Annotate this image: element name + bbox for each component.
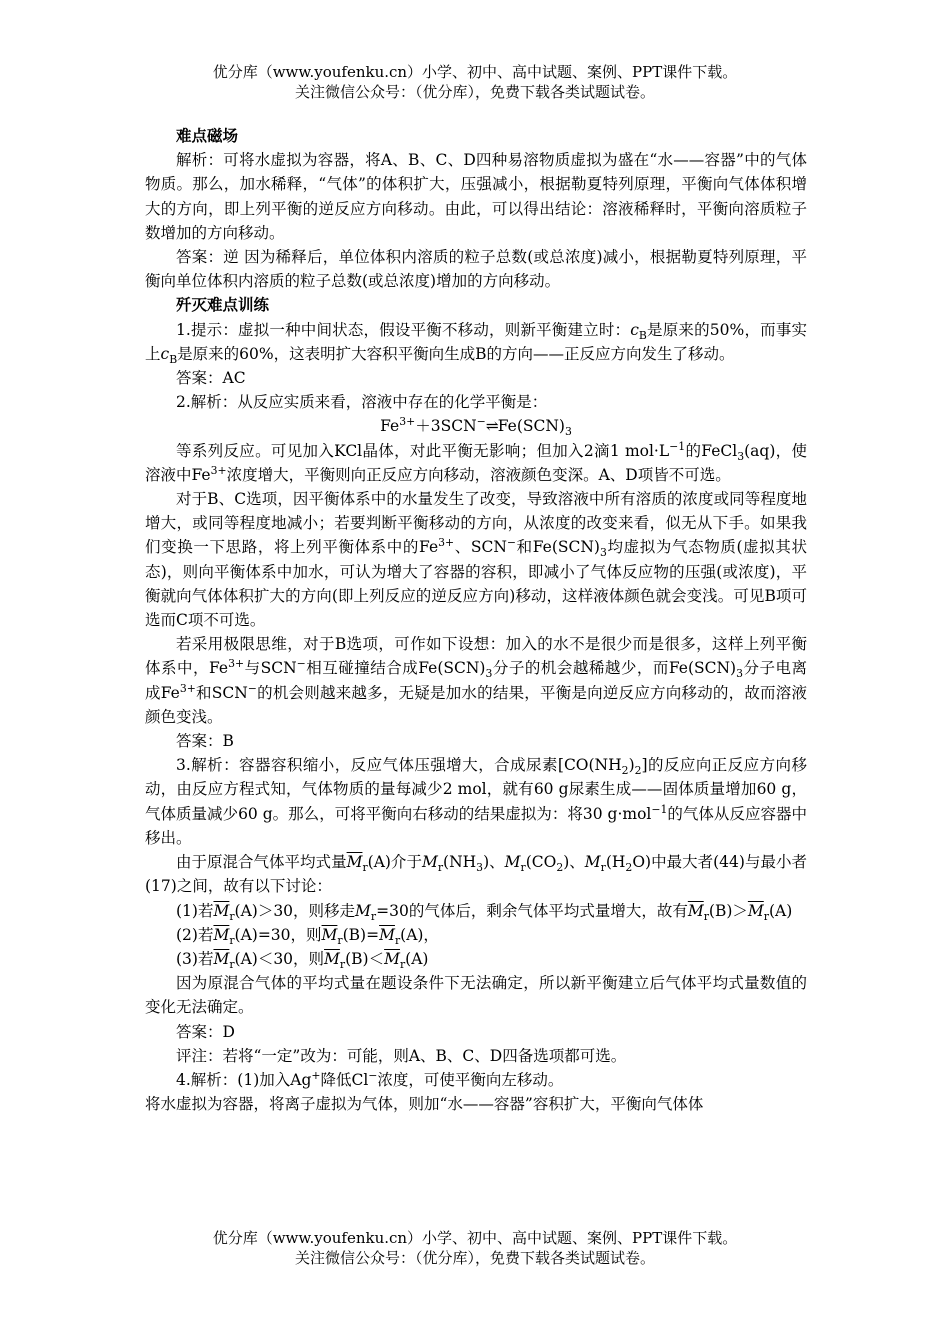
answer-q1: 答案：AC <box>176 369 246 388</box>
text-run: 分子电离成Fe <box>145 659 807 702</box>
subscript: r <box>399 958 406 971</box>
subscript: r <box>437 861 444 875</box>
text-run: 浓度增大，平衡则向正反应方向移动，溶液颜色变深。A、D项皆不可选。 <box>226 465 731 484</box>
text-run: (A)＜30，则 <box>234 949 325 968</box>
subscript: r <box>337 933 343 947</box>
paragraph-q4-cont: 将水虚拟为容器，将离子虚拟为气体，则加“水——容器”容积扩大，平衡向气体体 <box>145 1095 704 1114</box>
text-run: 1.提示：虚拟一种中间状态，假设平衡不移动，则新平衡建立时： <box>176 320 631 339</box>
subscript: r <box>362 861 368 875</box>
page-header <box>0 62 950 102</box>
page-footer <box>0 1228 950 1268</box>
subscript: 3 <box>476 861 484 875</box>
text-run: 相互碰撞结合成Fe(SCN) <box>305 659 486 678</box>
eq-part: Fe <box>380 417 400 436</box>
text-run: 是原来的50%，而事实上 <box>145 320 808 363</box>
symbol-mbar: $\overline{M}$ <box>687 901 704 920</box>
answer-q2: 答案：B <box>176 732 234 751</box>
symbol-m: M <box>421 853 438 872</box>
footer-line-1: 优分库（www.youfenku.cn）小学、初中、高中试题、案例、PPT课件下载。 <box>212 1229 738 1247</box>
subscript: r <box>600 861 606 875</box>
symbol-mbar: $\overline{M}$ <box>379 925 395 944</box>
symbol-mbar: $\overline{M}$ <box>324 949 340 968</box>
superscript: 3+ <box>179 681 196 695</box>
subscript: r <box>520 861 526 875</box>
superscript: − <box>296 657 306 671</box>
paragraph-q3-conclusion: 因为原混合气体的平均式量在题设条件下无法确定，所以新平衡建立后气体平均式量数值的变化无法确定。 <box>145 974 807 1017</box>
subscript: 2 <box>625 861 633 875</box>
paragraph-q3-mr <box>145 850 807 898</box>
equilibrium-arrow-icon: ⇌ <box>485 417 498 436</box>
text-run: O)中最大者(44)与最小者(17)之间，故有以下讨论： <box>145 853 807 896</box>
discussion-1 <box>145 899 807 923</box>
text-run: (B)＜ <box>345 949 385 968</box>
header-line-2: 关注微信公众号：（优分库），免费下载各类试题试卷。 <box>294 83 655 101</box>
paragraph-q2-bc <box>145 487 807 632</box>
symbol-mbar: $\overline{M}$ <box>346 853 363 872</box>
eq-part: ＋3SCN <box>415 417 477 436</box>
symbol-c: c <box>630 320 639 339</box>
text-run: 降低Cl <box>320 1070 369 1089</box>
subscript: r <box>229 958 235 971</box>
paragraph-analysis-1: 解析：可将水虚拟为容器，将A、B、C、D四种易溶物质虚拟为盛在“水——容器”中的气体物质。那么，加水稀释，“气体”的体积扩大，压强减小，根据勒夏特列原理，平衡向气体体积增大的方向，即上列平衡的逆反应方向移动。由此，可以得出结论：溶液稀释时，平衡向溶质粒子数增加的方向移动。 <box>145 151 807 242</box>
superscript: − <box>506 536 516 550</box>
answer-q3: 答案：D <box>176 1022 235 1041</box>
text-run: 3.解析：容器容积缩小，反应气体压强增大，合成尿素[CO(NH <box>176 756 622 775</box>
paragraph-q3-analysis <box>145 753 807 850</box>
subscript: 3 <box>599 546 607 560</box>
text-run: (A) <box>405 949 429 968</box>
symbol-m: M <box>504 853 521 872</box>
superscript: − <box>476 415 486 429</box>
header-line-1: 优分库（www.youfenku.cn）小学、初中、高中试题、案例、PPT课件下载。 <box>212 63 738 81</box>
subscript: r <box>703 909 709 923</box>
text-run: 由于原混合气体平均式量 <box>176 853 347 872</box>
superscript: −1 <box>651 802 668 816</box>
subscript: 3 <box>736 667 743 681</box>
subscript: 2 <box>621 764 629 778</box>
text-run: 若采用极限思维，对于B选项，可作如下设想：加入的水不是很少而是很多，这样上列平衡体系中，Fe <box>145 635 807 678</box>
subscript: 3 <box>737 449 745 463</box>
text-run: )、 <box>483 853 505 872</box>
text-run: (NH <box>443 853 477 872</box>
equation-fe-scn <box>145 414 807 438</box>
subscript: r <box>229 933 235 947</box>
superscript: 3+ <box>399 415 416 429</box>
text-run: 4.解析：(1)加入Ag <box>176 1070 312 1089</box>
subscript: B <box>638 328 647 342</box>
document-body <box>145 124 807 1116</box>
symbol-mbar: $\overline{M}$ <box>213 901 230 920</box>
subscript: B <box>169 352 178 366</box>
symbol-mbar: $\overline{M}$ <box>213 925 230 944</box>
superscript: 3+ <box>210 463 227 477</box>
text-run: (CO <box>525 853 557 872</box>
text-run: 分子的机会越稀越少，而Fe(SCN) <box>492 659 737 678</box>
text-run: 的气体从反应容器中移出。 <box>145 804 807 847</box>
text-run: ]的反应向正反应方向移动，由反应方程式知，气体物质的量每减少2 mol，就有60 g尿素生成——固体质量增加60 g，气体质量减少60 g。那么，可将平衡向右移动的结果虚拟为：将30 g·mol <box>145 756 808 823</box>
text-run: (1)若 <box>176 901 214 920</box>
superscript: + <box>311 1068 321 1082</box>
text-run: (H <box>605 853 626 872</box>
text-run: (A) <box>768 901 793 920</box>
discussion-3 <box>145 947 807 971</box>
text-run: 对于B、C选项，因平衡体系中的水量发生了改变，导致溶液中所有溶质的浓度或同等程度地增大，或同等程度地减小；若要判断平衡移动的方向，从浓度的改变来看，似无从下手。如果我们变换一下思路，将上列平衡体系中的Fe <box>145 490 807 557</box>
text-run: (B)＞ <box>708 901 748 920</box>
subscript: r <box>229 909 235 923</box>
text-run: =30的气体后，剩余气体平均式量增大，故有 <box>376 901 688 920</box>
text-run: 、SCN <box>454 538 507 557</box>
subscript: 2 <box>556 861 564 875</box>
paragraph-answer-1: 答案：逆 因为稀释后，单位体积内溶质的粒子总数(或总浓度)减小，根据勒夏特列原理，平衡向单位体积内溶质的粒子总数(或总浓度)增加的方向移动。 <box>145 248 807 291</box>
subscript: 2 <box>634 764 642 778</box>
subscript: 3 <box>564 425 572 439</box>
symbol-mbar: $\overline{M}$ <box>747 901 764 920</box>
superscript: − <box>368 1068 378 1082</box>
eq-part: Fe(SCN) <box>497 417 565 436</box>
subscript: r <box>339 958 346 971</box>
text-run: 是原来的60%，这表明扩大容积平衡向生成B的方向——正反应方向发生了移动。 <box>177 344 735 363</box>
subscript: r <box>370 909 377 923</box>
text-run: (A)＞30，则移走 <box>234 901 356 920</box>
symbol-mbar: $\overline{M}$ <box>213 949 230 968</box>
text-run: 的FeCl <box>685 441 738 460</box>
symbol-mbar: $\overline{M}$ <box>384 949 400 968</box>
text-run: )、 <box>563 853 585 872</box>
comment-q3: 评注：若将“一定”改为：可能，则A、B、C、D四备选项都可选。 <box>176 1046 627 1065</box>
paragraph-q2-kcl <box>145 439 807 487</box>
text-run: (3)若 <box>176 949 214 968</box>
text-run: 的机会则越来越多，无疑是加水的结果，平衡是向逆反应方向移动的，故而溶液颜色变浅。 <box>145 683 807 726</box>
paragraph-q4-analysis <box>145 1068 807 1092</box>
text-run: 等系列反应。可见加入KCl晶体，对此平衡无影响；但加入2滴1 mol·L <box>176 441 670 460</box>
superscript: 3+ <box>228 657 245 671</box>
text-run: 和Fe(SCN) <box>516 538 600 557</box>
discussion-2 <box>145 923 807 947</box>
superscript: −1 <box>669 439 686 453</box>
paragraph-q1-hint <box>145 318 807 366</box>
text-run: 浓度，可使平衡向左移动。 <box>377 1070 564 1089</box>
symbol-m: M <box>355 901 371 920</box>
paragraph-q2-limit <box>145 632 807 729</box>
text-run: (A)介于 <box>367 853 422 872</box>
footer-line-2: 关注微信公众号：（优分库），免费下载各类试题试卷。 <box>294 1249 655 1267</box>
superscript: 3+ <box>438 536 455 550</box>
subscript: 3 <box>485 667 493 681</box>
section-title-1: 难点磁场 <box>176 127 239 145</box>
text-run: (A)， <box>400 925 439 944</box>
text-run: 和SCN <box>195 683 248 702</box>
text-run: (aq)，使溶液中Fe <box>145 441 807 484</box>
text-run: (B)= <box>342 925 380 944</box>
section-title-2: 歼灭难点训练 <box>176 296 270 315</box>
text-run: (2)若 <box>176 925 214 944</box>
superscript: − <box>247 681 257 695</box>
text-run: 与SCN <box>244 659 297 678</box>
subscript: r <box>763 909 769 923</box>
symbol-m: M <box>584 853 601 872</box>
text-run: 均虚拟为气态物质(虚拟其状态)，则向平衡体系中加水，可认为增大了容器的容积，即减小了气体反应物的压强(或浓度)，平衡就向气体体积扩大的方向(即上列反应的逆反应方向)移动，这样液体颜色就会变浅。可见B项可选而C项不可选。 <box>145 538 807 630</box>
paragraph-q2-analysis: 2.解析：从反应实质来看，溶液中存在的化学平衡是： <box>176 393 548 412</box>
text-run: ) <box>628 756 635 775</box>
symbol-mbar: $\overline{M}$ <box>321 925 338 944</box>
text-run: (A)=30，则 <box>234 925 322 944</box>
symbol-c: c <box>160 344 170 363</box>
subscript: r <box>394 933 401 947</box>
